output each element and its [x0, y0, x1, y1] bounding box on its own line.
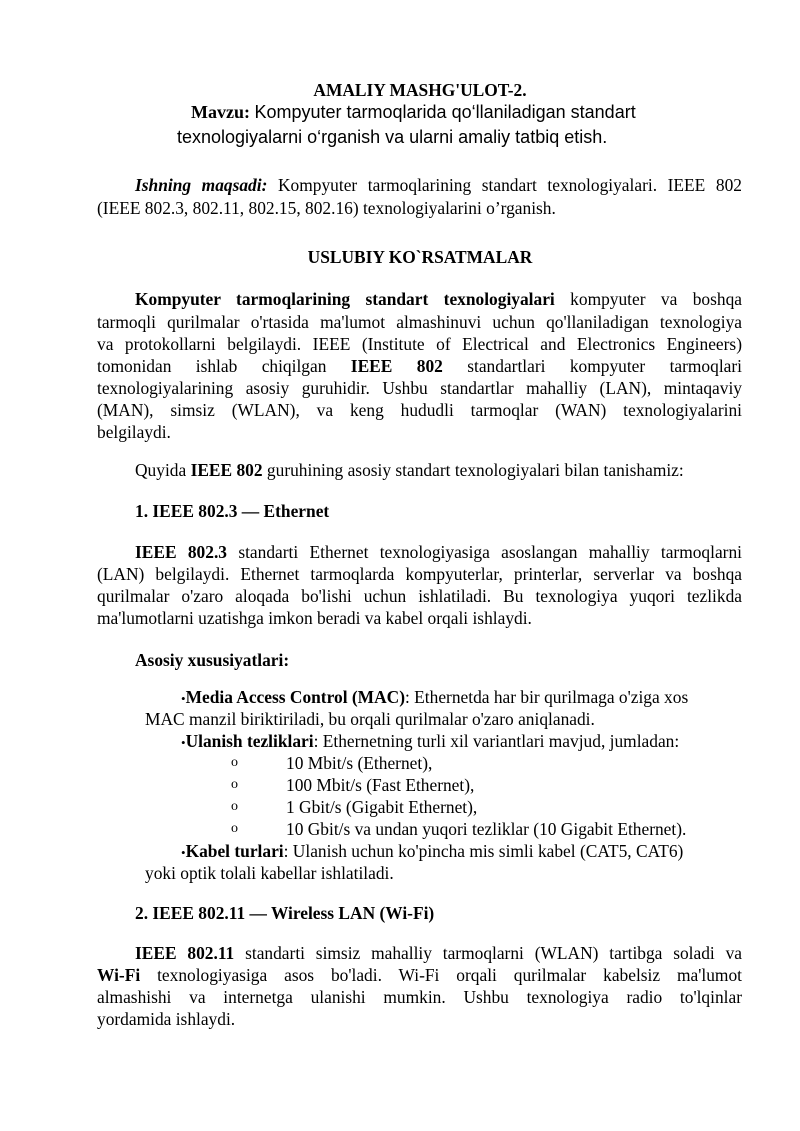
- speed-item: 1 Gbit/s (Gigabit Ethernet),: [286, 797, 478, 817]
- intro-bold: Kompyuter tarmoqlarining standart texnologiyalari: [135, 289, 555, 309]
- speed-item: 100 Mbit/s (Fast Ethernet),: [286, 775, 475, 795]
- goal-text-1: Kompyuter tarmoqlarining standart texnologiyalari. IEEE 802: [278, 175, 742, 195]
- quyida-line: [135, 459, 684, 481]
- s2-bold-2: Wi-Fi: [97, 965, 141, 985]
- intro-text-4b: standartlari kompyuter tarmoqlari: [467, 356, 742, 376]
- bullet-icon: •: [181, 845, 186, 860]
- bullet-speeds-text: : Ethernetning turli xil variantlari mavjud, jumladan:: [313, 731, 680, 751]
- s2-line-2: [97, 964, 742, 986]
- quyida-text-a: Quyida: [135, 460, 187, 480]
- goal-line-1: [135, 174, 742, 196]
- bullet-mac-bold: Media Access Control (MAC): [185, 687, 405, 707]
- goal-label: Ishning maqsadi:: [135, 175, 268, 195]
- bullet-mac: [181, 686, 688, 710]
- intro-line-5: texnologiyalarining asosiy guruhidir. Ushbu standartlar mahalliy (LAN), mintaqaviy: [97, 378, 742, 398]
- s1-text-1: standarti Ethernet texnologiyasiga asoslangan mahalliy tarmoqlarni: [238, 542, 742, 562]
- quyida-bold: IEEE 802: [190, 460, 263, 480]
- sub-bullet-icon: o: [231, 821, 238, 836]
- topic-label: Mavzu:: [191, 102, 250, 122]
- bullet-speeds-bold: Ulanish tezliklari: [185, 731, 314, 751]
- s2-text-1: standarti simsiz mahalliy tarmoqlarni (WLAN) tartibga soladi va: [245, 943, 742, 963]
- s1-line-2: (LAN) belgilaydi. Ethernet tarmoqlarda kompyuterlar, printerlar, serverlar va boshqa: [97, 564, 742, 584]
- speed-item: 10 Gbit/s va undan yuqori tezliklar (10 Gigabit Ethernet).: [286, 819, 687, 839]
- bullet-speeds: [181, 730, 679, 754]
- topic-text-1: Kompyuter tarmoqlarida qo‘llaniladigan standart: [254, 102, 636, 122]
- intro-line-4: [97, 355, 742, 377]
- intro-text-4a: tomonidan ishlab chiqilgan: [97, 356, 327, 376]
- bullet-icon: •: [181, 691, 186, 706]
- bullet-cables-text: : Ulanish uchun ko'pincha mis simli kabel (CAT5, CAT6): [283, 841, 684, 861]
- sub-bullet-icon: o: [231, 799, 238, 814]
- intro-bold-4: IEEE 802: [350, 356, 443, 376]
- bullet-mac-cont: MAC manzil biriktiriladi, bu orqali qurilmalar o'zaro aniqlanadi.: [145, 709, 595, 729]
- bullet-cables-cont: yoki optik tolali kabellar ishlatiladi.: [145, 863, 394, 883]
- bullet-icon: •: [181, 735, 186, 750]
- bullet-cables-bold: Kabel turlari: [185, 841, 284, 861]
- s2-line-1: [135, 942, 742, 964]
- section-heading: USLUBIY KO`RSATMALAR: [307, 247, 533, 267]
- s2-text-2: texnologiyasiga asos bo'ladi. Wi-Fi orqali qurilmalar kabelsiz ma'lumot: [157, 965, 742, 985]
- s2-line-4: yordamida ishlaydi.: [97, 1009, 236, 1029]
- bullet-mac-text: : Ethernetda har bir qurilmaga o'ziga xos: [405, 687, 689, 707]
- bullet-cables: [181, 840, 683, 864]
- topic-line-2: texnologiyalarni o‘rganish va ularni amaliy tatbiq etish.: [177, 127, 608, 147]
- s2-heading: 2. IEEE 802.11 — Wireless LAN (Wi-Fi): [135, 903, 435, 923]
- sub-bullet-icon: o: [231, 755, 238, 770]
- intro-line-1: [135, 288, 742, 310]
- s1-line-4: ma'lumotlarni uzatishga imkon beradi va kabel orqali ishlaydi.: [97, 608, 532, 628]
- s2-line-3: almashishi va internetga ulanishi mumkin. Ushbu texnologiya radio to'lqinlar: [97, 987, 742, 1007]
- s1-bold: IEEE 802.3: [135, 542, 227, 562]
- features-heading: Asosiy xususiyatlari:: [135, 650, 290, 670]
- intro-text-1: kompyuter va boshqa: [570, 289, 742, 309]
- intro-line-6: (MAN), simsiz (WLAN), va keng hududli tarmoqlar (WAN) texnologiyalarini: [97, 400, 742, 420]
- s1-heading: 1. IEEE 802.3 — Ethernet: [135, 501, 330, 521]
- sub-bullet-icon: o: [231, 777, 238, 792]
- s1-line-3: qurilmalar o'zaro aloqada bo'lishi uchun ishlatiladi. Bu texnologiya yuqori tezlikda: [97, 586, 742, 606]
- intro-line-3: va protokollarni belgilaydi. IEEE (Institute of Electrical and Electronics Engineers): [97, 334, 742, 354]
- goal-line-2: (IEEE 802.3, 802.11, 802.15, 802.16) texnologiyalarini o’rganish.: [97, 198, 556, 218]
- intro-line-2: tarmoqli qurilmalar o'rtasida ma'lumot almashinuvi uchun qo'llaniladigan texnologiya: [97, 312, 742, 332]
- s2-bold: IEEE 802.11: [135, 943, 235, 963]
- page-title: AMALIY MASHG'ULOT-2.: [313, 80, 527, 100]
- topic-line-1: [191, 101, 636, 123]
- intro-line-7: belgilaydi.: [97, 422, 171, 442]
- quyida-text-b: guruhining asosiy standart texnologiyalari bilan tanishamiz:: [266, 460, 684, 480]
- speed-item: 10 Mbit/s (Ethernet),: [286, 753, 433, 773]
- s1-line-1: [135, 541, 742, 563]
